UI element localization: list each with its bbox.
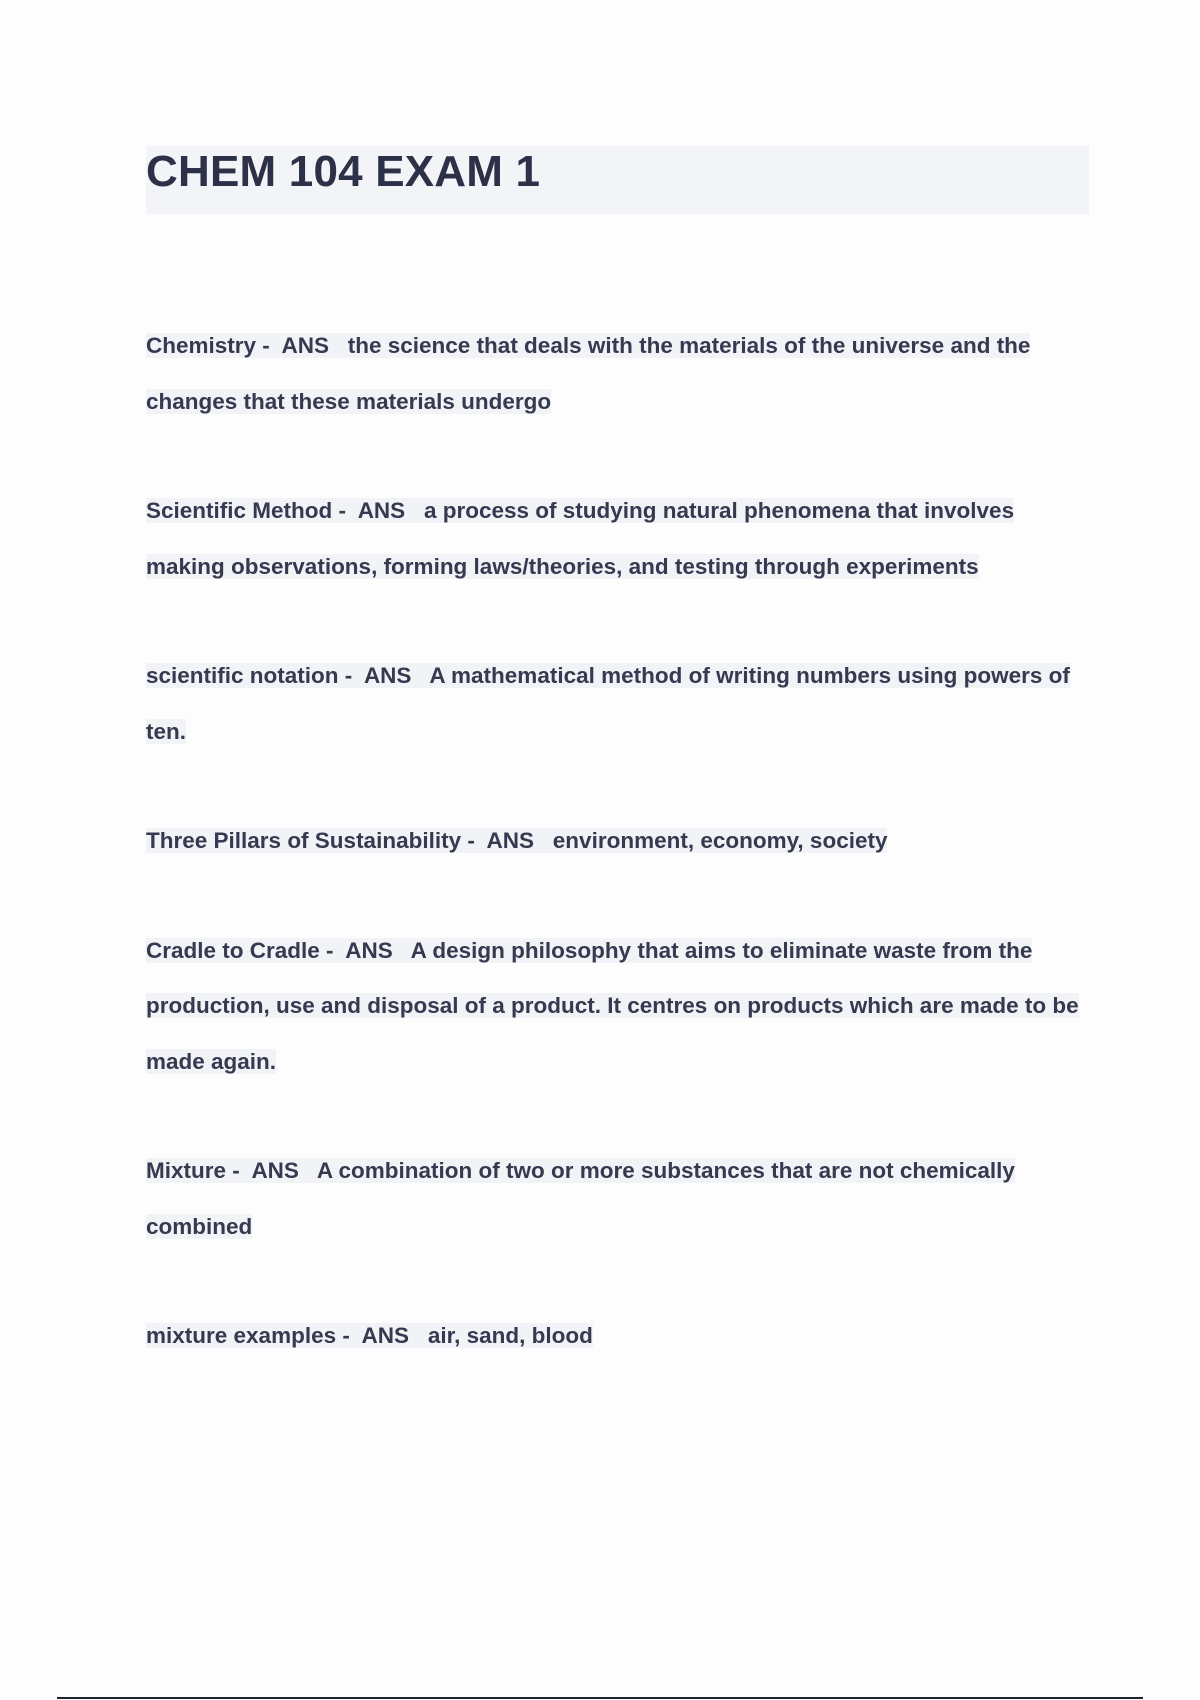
entry-definition: A combination of two or more substances that are not chemically combined	[146, 1158, 1015, 1239]
document-title: CHEM 104 EXAM 1	[146, 147, 541, 196]
flashcard-entry: Mixture - ANS A combination of two or more substances that are not chemically combined	[146, 1158, 1015, 1239]
entry-definition: the science that deals with the materials of the universe and the changes that these materials undergo	[146, 333, 1031, 414]
flashcard-entry: Chemistry - ANS the science that deals with the materials of the universe and the changes that these materials undergo	[146, 333, 1031, 414]
entry-term: mixture examples	[146, 1323, 337, 1348]
entry-definition: environment, economy, society	[552, 828, 888, 853]
flashcard-entry: scientific notation - ANS A mathematical method of writing numbers using powers of ten.	[146, 663, 1070, 744]
entry-term: Three Pillars of Sustainability	[146, 828, 462, 853]
flashcard-entry: Cradle to Cradle - ANS A design philosophy that aims to eliminate waste from the production, use and disposal of a product. It centres on products which are made to be made again.	[146, 937, 1079, 1074]
entry-definition: air, sand, blood	[427, 1323, 593, 1348]
answer-marker: ANS	[345, 937, 393, 963]
answer-marker: ANS	[361, 1323, 410, 1348]
entry-term: Scientific Method	[146, 498, 333, 523]
flashcard-entry: Scientific Method - ANS a process of studying natural phenomena that involves making observations, forming laws/theories, and testing through experiments	[146, 498, 1015, 579]
entry-term: scientific notation	[146, 663, 339, 688]
footer-divider	[57, 1697, 1143, 1699]
answer-marker: ANS	[251, 1158, 299, 1183]
flashcard-entry: Three Pillars of Sustainability - ANS environment, economy, society	[146, 828, 888, 853]
entry-definition: a process of studying natural phenomena that involves making observations, forming laws/theories, and testing through experiments	[146, 498, 1015, 579]
answer-marker: ANS	[357, 498, 406, 523]
flashcard-list	[146, 318, 1091, 1418]
answer-marker: ANS	[281, 333, 329, 358]
flashcard-entry: mixture examples - ANS air, sand, blood	[146, 1323, 593, 1348]
entry-term: Cradle to Cradle	[146, 937, 320, 963]
entry-definition: A mathematical method of writing numbers using powers of ten.	[146, 663, 1070, 744]
answer-marker: ANS	[486, 828, 535, 853]
entry-term: Mixture	[146, 1158, 227, 1183]
entry-term: Chemistry	[146, 333, 257, 358]
answer-marker: ANS	[363, 663, 412, 688]
entry-definition: A design philosophy that aims to eliminate waste from the production, use and disposal of a product. It centres on products which are made to be made again.	[146, 937, 1079, 1074]
